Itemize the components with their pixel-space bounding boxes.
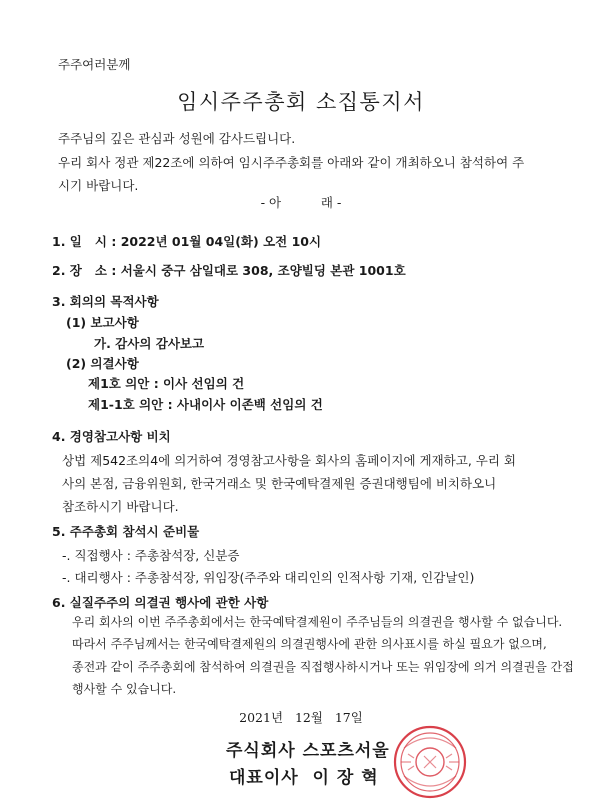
section-voting: 6. 실질주주의 의결권 행사에 관한 사항 <box>52 595 269 610</box>
company-seal-icon <box>392 724 468 800</box>
items-line-2: -. 대리행사 : 주총참석장, 위임장(주주와 대리인의 인적사항 기재, 인감날인) <box>62 570 475 585</box>
voting-line-3: 종전과 같이 주주총회에 참석하여 의결권을 직접행사하시거나 또는 위임장에 의거 의결권을 간접 <box>72 660 574 674</box>
separator: - 아 래 - <box>260 195 342 210</box>
reference-line-1: 상법 제542조의4에 의거하여 경영참고사항을 회사의 홈페이지에 게재하고, 우리 회 <box>62 453 516 468</box>
reference-line-2: 사의 본점, 금융위원회, 한국거래소 및 한국예탁결제원 증권대행팀에 비치하오니 <box>62 476 497 491</box>
salutation: 주주여러분께 <box>58 57 131 72</box>
section-place: 2. 장 소 : 서울시 중구 삼일대로 308, 조양빌딩 본관 1001호 <box>52 263 406 278</box>
ceo-name: 대표이사 이 장 혁 <box>229 768 379 788</box>
issue-date: 2021년 12월 17일 <box>239 710 363 725</box>
section-reference: 4. 경영참고사항 비치 <box>52 429 171 444</box>
company-name: 주식회사 스포츠서울 <box>226 741 390 761</box>
section-items: 5. 주주총회 참석시 준비물 <box>52 524 200 539</box>
page-title: 임시주주총회 소집통지서 <box>177 90 425 114</box>
agenda-resolution-item-2: 제1-1호 의안 : 사내이사 이존백 선임의 건 <box>88 397 323 412</box>
intro-line-2: 우리 회사 정관 제22조에 의하여 임시주주총회를 아래와 같이 개최하오니 참석하여 주 <box>58 155 525 170</box>
agenda-report-header: (1) 보고사항 <box>66 315 139 330</box>
section-agenda: 3. 회의의 목적사항 <box>52 294 159 309</box>
section-date: 1. 일 시 : 2022년 01월 04일(화) 오전 10시 <box>52 234 322 249</box>
voting-line-4: 행사할 수 있습니다. <box>72 682 177 696</box>
reference-line-3: 참조하시기 바랍니다. <box>62 499 179 514</box>
agenda-resolution-item-1: 제1호 의안 : 이사 선임의 건 <box>88 376 245 391</box>
intro-line-1: 주주님의 깊은 관심과 성원에 감사드립니다. <box>58 131 296 146</box>
voting-line-1: 우리 회사의 이번 주주총회에서는 한국예탁결제원이 주주님들의 의결권을 행사할 수 없습니다. <box>72 615 563 629</box>
agenda-resolution-header: (2) 의결사항 <box>66 356 139 371</box>
voting-line-2: 따라서 주주님께서는 한국예탁결제원의 의결권행사에 관한 의사표시를 하실 필요가 없으며, <box>72 637 547 651</box>
agenda-report-item: 가. 감사의 감사보고 <box>94 336 205 351</box>
items-line-1: -. 직접행사 : 주총참석장, 신분증 <box>62 548 240 563</box>
intro-line-3: 시기 바랍니다. <box>58 178 139 193</box>
